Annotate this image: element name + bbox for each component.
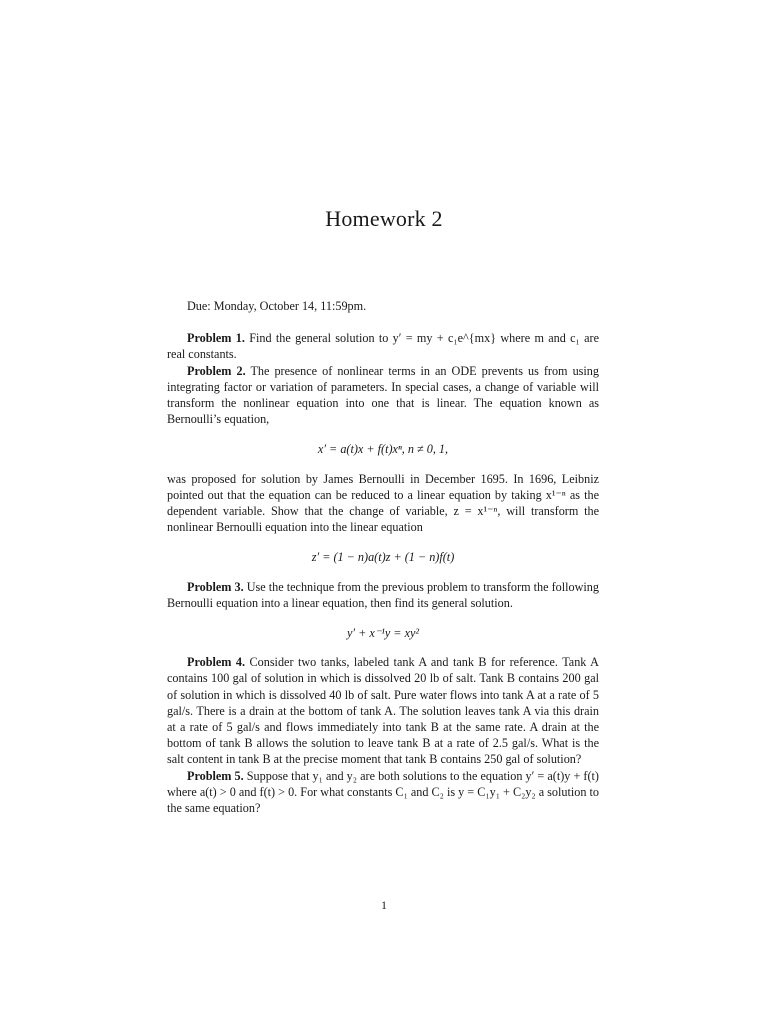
problem-1 <box>167 330 599 362</box>
problem-5 <box>167 768 599 817</box>
problem-label: Problem 4. <box>187 655 246 670</box>
problem-text: Find the general solution to y′ = my + c₁e^{mx} where m and c₁ are real constants. <box>167 331 599 362</box>
problem-text: was proposed for solution by James Bernoulli in December 1695. In 1696, Leibniz pointed out that the equation can be reduced to a linear equation by taking x¹⁻ⁿ as the dependent variable. Show that the change of variable, z = x¹⁻ⁿ, will transform the nonlinear Bernoulli equation into the linear equation <box>167 471 599 535</box>
problem-text: Consider two tanks, labeled tank A and tank B for reference. Tank A contains 100 gal of solution in which is dissolved 20 lb of salt. Tank B contains 200 gal of solution in which is dissolved 40 lb of salt. Pure water flows into tank A at a rate of 5 gal/s. There is a drain at the bottom of tank A. The solution leaves tank A via this drain at a rate of 5 gal/s and flows immediately into tank B at the same rate. A drain at the bottom of tank B allows the solution to leave tank B at a rate of 2.5 gal/s. What is the salt content in tank B at the precise moment that tank B contains 250 gal of solution? <box>167 655 599 767</box>
problem-4 <box>167 654 599 767</box>
problem-2 <box>167 363 599 428</box>
problem-label: Problem 3. <box>187 579 244 594</box>
document-body <box>167 298 599 816</box>
problem-3 <box>167 579 599 611</box>
problem-text: Suppose that y₁ and y₂ are both solutions to the equation y′ = a(t)y + f(t) where a(t) > 0 and f(t) > 0. For what constants C₁ and C₂ is y = C₁y₁ + C₂y₂ a solution to the same equation? <box>167 768 599 816</box>
problem-2-continued <box>167 471 599 536</box>
page-number: 1 <box>381 898 387 912</box>
equation-bernoulli: x′ = a(t)x + f(t)xⁿ, n ≠ 0, 1, <box>317 442 449 457</box>
page-title: Homework 2 <box>325 206 443 231</box>
equation-linear: z′ = (1 − n)a(t)z + (1 − n)f(t) <box>311 550 455 565</box>
problem-label: Problem 2. <box>187 363 246 378</box>
problem-text: Use the technique from the previous problem to transform the following Bernoulli equation into a linear equation, then find its general solution. <box>167 579 599 610</box>
problem-label: Problem 1. <box>187 331 245 346</box>
equation-problem-3: y′ + x⁻¹y = xy² <box>346 626 420 641</box>
due-date: Due: Monday, October 14, 11:59pm. <box>187 299 367 313</box>
problem-label: Problem 5. <box>187 768 244 783</box>
problem-text: The presence of nonlinear terms in an ODE prevents us from using integrating factor or variation of parameters. In special cases, a change of variable will transform the nonlinear equation into one that is linear. The equation known as Bernoulli’s equation, <box>167 363 599 427</box>
